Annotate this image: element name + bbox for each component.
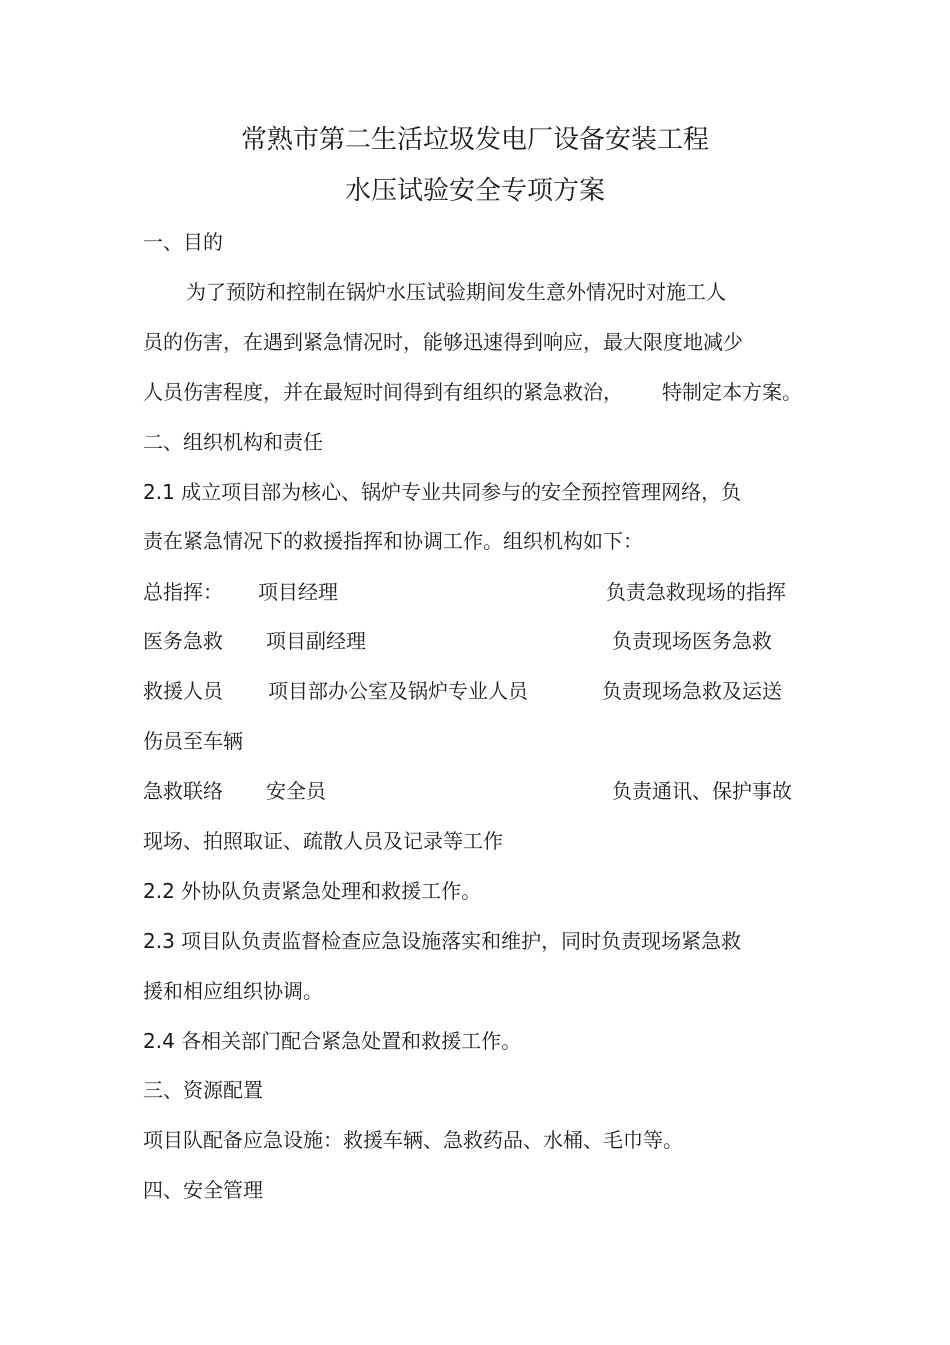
org-person-liaison: 安全员 <box>266 779 326 803</box>
clause-2-3-line-2: 援和相应组织协调。 <box>143 979 323 1003</box>
clause-2-2: 2.2 外协队负责紧急处理和救援工作。 <box>143 879 482 903</box>
org-person-commander: 项目经理 <box>258 580 338 604</box>
org-duty-commander: 负责急救现场的指挥 <box>606 580 786 604</box>
purpose-paragraph-line-1: 为了预防和控制在锅炉水压试验期间发生意外情况时对施工人 <box>186 280 726 304</box>
org-duty-liaison: 负责通讯、保护事故 <box>612 779 792 803</box>
org-person-medical: 项目副经理 <box>266 629 366 653</box>
org-duty-medical: 负责现场医务急救 <box>612 629 772 653</box>
clause-2-3-line-1: 2.3 项目队负责监督检查应急设施落实和维护，同时负责现场紧急救 <box>143 929 742 953</box>
document-title-line-1: 常熟市第二生活垃圾发电厂设备安装工程 <box>240 125 709 155</box>
org-person-rescue: 项目部办公室及锅炉专业人员 <box>268 679 528 703</box>
org-duty-liaison-continued: 现场、拍照取证、疏散人员及记录等工作 <box>143 829 503 853</box>
section-heading-resources: 三、资源配置 <box>143 1078 263 1102</box>
section-heading-safety-management: 四、安全管理 <box>143 1178 263 1202</box>
clause-2-1-line-2: 责在紧急情况下的救援指挥和协调工作。组织机构如下： <box>143 529 643 553</box>
org-role-medical: 医务急救 <box>143 629 223 653</box>
clause-2-4: 2.4 各相关部门配合紧急处置和救援工作。 <box>143 1029 522 1053</box>
document-title-line-2: 水压试验安全专项方案 <box>344 176 605 206</box>
clause-2-1-line-1: 2.1 成立项目部为核心、锅炉专业共同参与的安全预控管理网络，负 <box>143 480 742 504</box>
purpose-paragraph-line-2: 员的伤害，在遇到紧急情况时，能够迅速得到响应，最大限度地减少 <box>143 330 743 354</box>
org-duty-rescue: 负责现场急救及运送 <box>602 679 782 703</box>
org-role-rescue: 救援人员 <box>143 679 223 703</box>
section-heading-organization: 二、组织机构和责任 <box>143 430 323 454</box>
org-role-liaison: 急救联络 <box>143 779 223 803</box>
org-role-commander: 总指挥： <box>143 580 223 604</box>
org-duty-rescue-continued: 伤员至车辆 <box>143 729 243 753</box>
section-heading-purpose: 一、目的 <box>143 230 223 254</box>
purpose-paragraph-line-3: 人员伤害程度，并在最短时间得到有组织的紧急救治， <box>143 380 623 404</box>
resources-paragraph: 项目队配备应急设施：救援车辆、急救药品、水桶、毛巾等。 <box>143 1128 683 1152</box>
purpose-paragraph-line-3-end: 特制定本方案。 <box>662 380 802 404</box>
